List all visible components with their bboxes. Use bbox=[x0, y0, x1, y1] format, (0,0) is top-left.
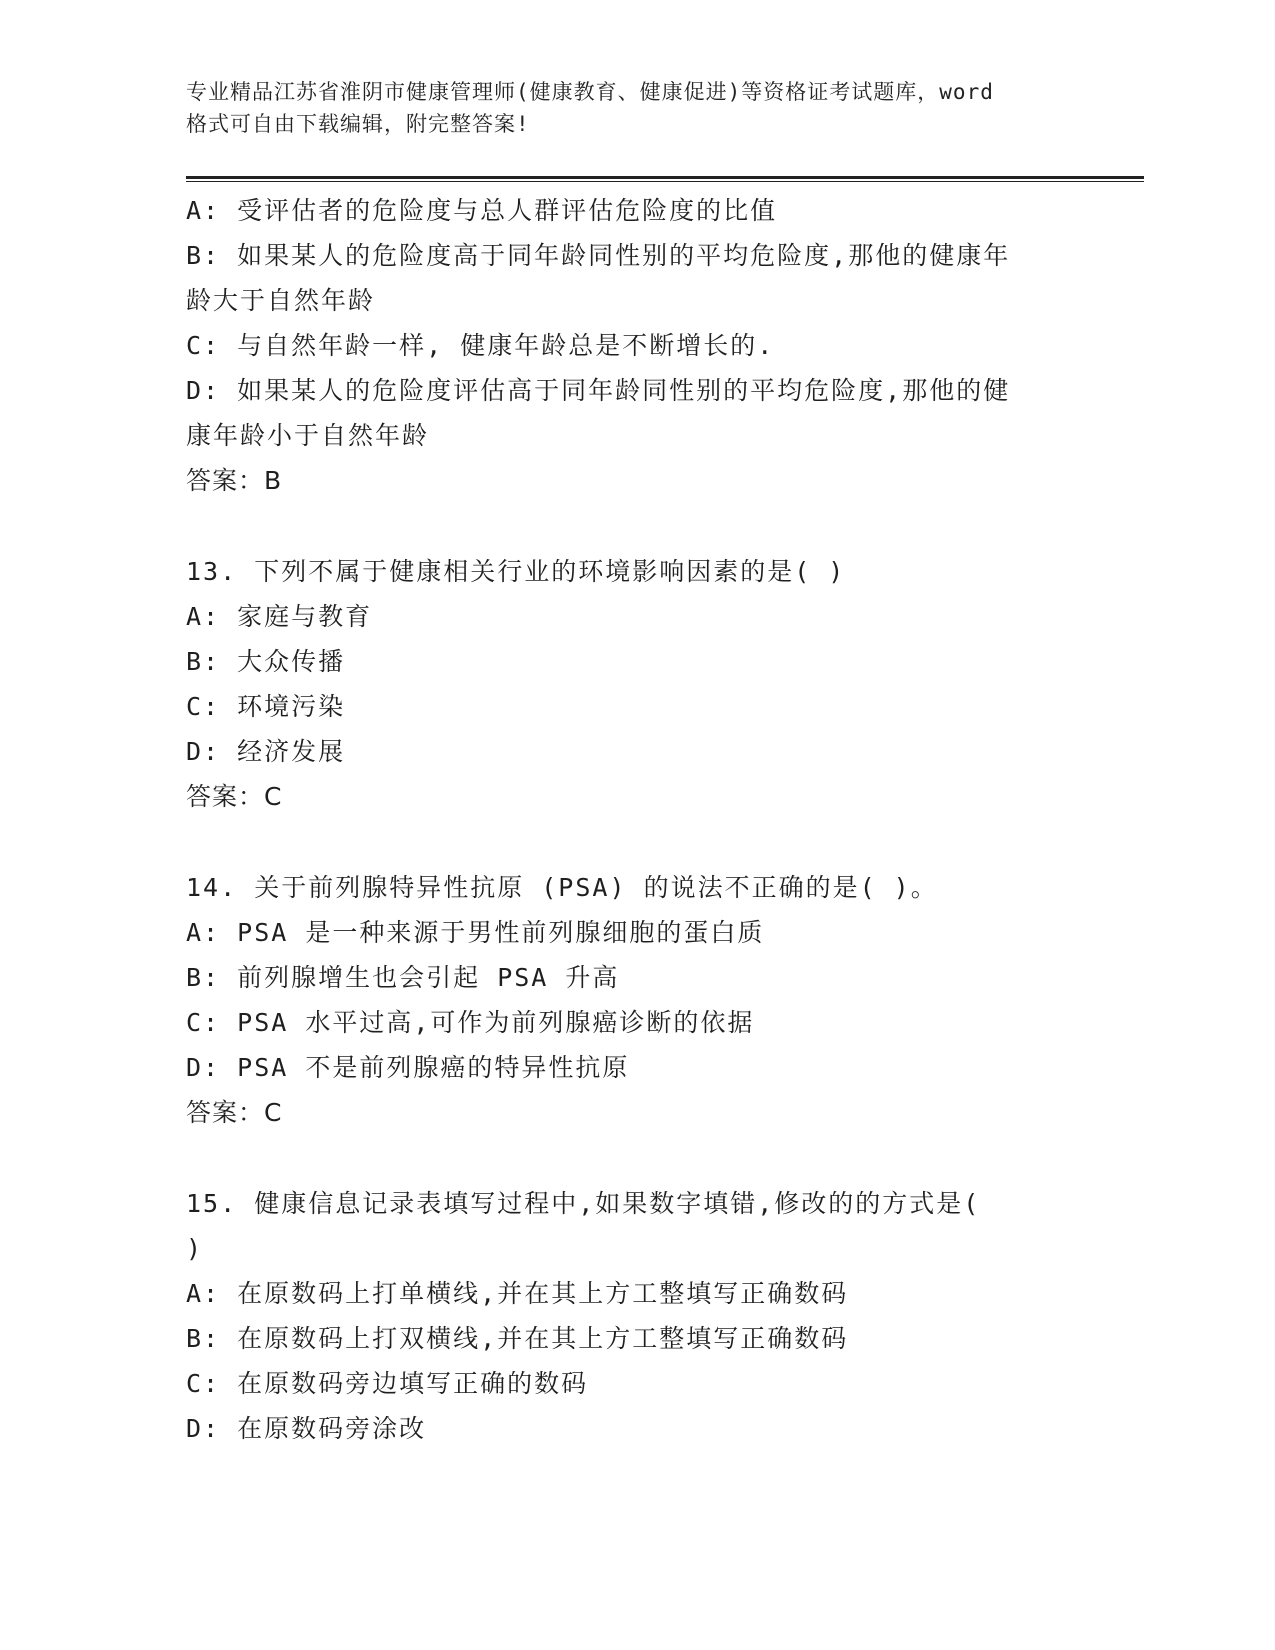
header-divider-thick bbox=[186, 176, 1144, 179]
question-content bbox=[186, 188, 1066, 1451]
header-divider-thin bbox=[186, 181, 1144, 182]
q14-option-c: C: PSA 水平过高,可作为前列腺癌诊断的依据 bbox=[186, 1008, 755, 1037]
q15-question-line-2: ) bbox=[186, 1234, 204, 1263]
q13-option-d: D: 经济发展 bbox=[186, 737, 346, 766]
q14-option-a: A: PSA 是一种来源于男性前列腺细胞的蛋白质 bbox=[186, 918, 765, 947]
q15-option-b: B: 在原数码上打双横线,并在其上方工整填写正确数码 bbox=[186, 1324, 849, 1353]
q12-option-b-line-2: 龄大于自然年龄 bbox=[186, 286, 376, 315]
q15-option-a: A: 在原数码上打单横线,并在其上方工整填写正确数码 bbox=[186, 1279, 849, 1308]
question-15 bbox=[186, 1181, 1066, 1451]
header-line-1: 专业精品江苏省淮阴市健康管理师(健康教育、健康促进)等资格证考试题库，word bbox=[186, 80, 994, 104]
header-line-2: 格式可自由下载编辑，附完整答案! bbox=[186, 112, 530, 136]
q13-option-a: A: 家庭与教育 bbox=[186, 602, 373, 631]
q15-option-d: D: 在原数码旁涂改 bbox=[186, 1414, 427, 1443]
q13-answer: 答案：C bbox=[186, 782, 283, 811]
q15-question-line-1: 15. 健康信息记录表填写过程中,如果数字填错,修改的的方式是( bbox=[186, 1189, 981, 1218]
q12-option-d-line-1: D: 如果某人的危险度评估高于同年龄同性别的平均危险度,那他的健 bbox=[186, 376, 1011, 405]
question-14 bbox=[186, 865, 1066, 1135]
spacer bbox=[186, 819, 1066, 865]
q13-question: 13. 下列不属于健康相关行业的环境影响因素的是( ) bbox=[186, 557, 846, 586]
q15-option-c: C: 在原数码旁边填写正确的数码 bbox=[186, 1369, 589, 1398]
spacer bbox=[186, 1135, 1066, 1181]
q12-option-a: A: 受评估者的危险度与总人群评估危险度的比值 bbox=[186, 196, 778, 225]
document-header bbox=[186, 76, 1086, 140]
q14-question: 14. 关于前列腺特异性抗原 (PSA) 的说法不正确的是( )。 bbox=[186, 873, 938, 902]
question-13 bbox=[186, 549, 1066, 819]
question-12 bbox=[186, 188, 1066, 503]
q12-option-c: C: 与自然年龄一样, 健康年龄总是不断增长的. bbox=[186, 331, 775, 360]
q14-answer: 答案：C bbox=[186, 1098, 283, 1127]
q13-option-c: C: 环境污染 bbox=[186, 692, 346, 721]
q12-option-d-line-2: 康年龄小于自然年龄 bbox=[186, 421, 430, 450]
q13-option-b: B: 大众传播 bbox=[186, 647, 346, 676]
q14-option-d: D: PSA 不是前列腺癌的特异性抗原 bbox=[186, 1053, 630, 1082]
q12-answer: 答案：B bbox=[186, 466, 283, 495]
q12-option-b-line-1: B: 如果某人的危险度高于同年龄同性别的平均危险度,那他的健康年 bbox=[186, 241, 1011, 270]
spacer bbox=[186, 503, 1066, 549]
q14-option-b: B: 前列腺增生也会引起 PSA 升高 bbox=[186, 963, 620, 992]
